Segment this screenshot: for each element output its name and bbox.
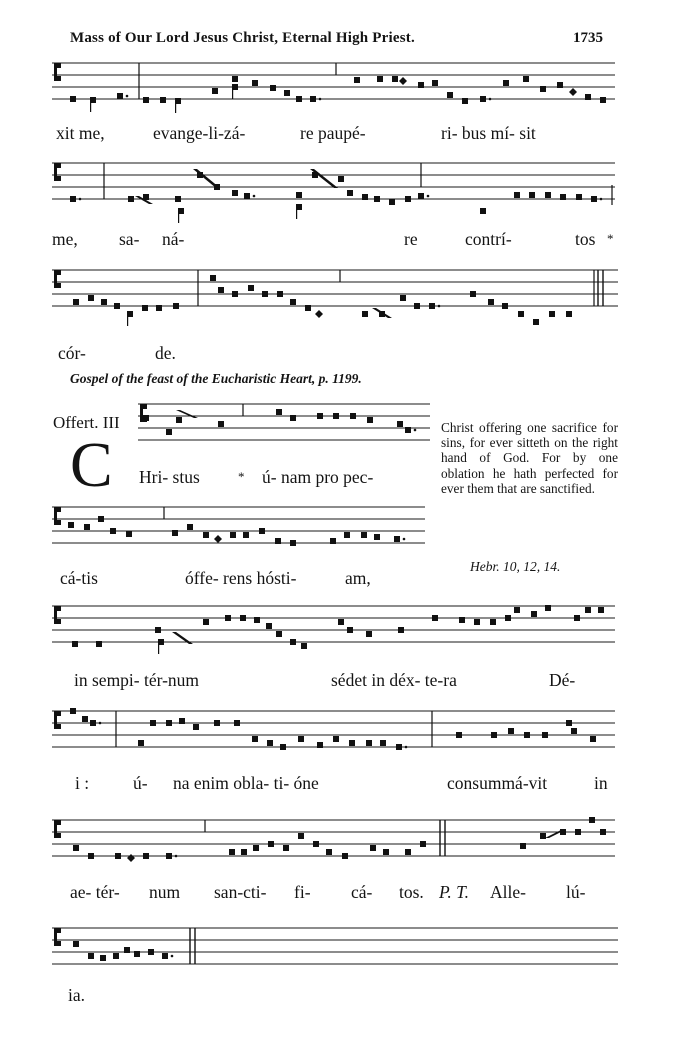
lyric: num <box>149 882 181 902</box>
lyric: am, <box>345 568 371 588</box>
neume-punctum <box>310 96 316 102</box>
neume-punctum <box>88 853 94 859</box>
neume-punctum <box>290 540 296 546</box>
lyric: na enim obla- ti- óne <box>173 773 319 793</box>
neume-punctum <box>290 639 296 645</box>
c-clef-icon <box>54 928 61 946</box>
neume-punctum <box>514 607 520 613</box>
neume-punctum <box>115 853 121 859</box>
neume-punctum <box>110 528 116 534</box>
neume-punctum <box>447 92 453 98</box>
neume-punctum <box>379 311 385 317</box>
page-header-title: Mass of Our Lord Jesus Christ, Eternal High Priest. <box>70 30 415 46</box>
staff-1 <box>0 55 675 125</box>
neume-punctum <box>397 421 403 427</box>
c-clef-icon <box>54 711 61 729</box>
staff-5 <box>0 499 675 569</box>
neume-punctum <box>160 97 166 103</box>
neume-punctum <box>218 287 224 293</box>
neume-punctum <box>560 194 566 200</box>
neume-punctum <box>166 429 172 435</box>
staff-3 <box>0 262 675 332</box>
neume-punctum <box>491 732 497 738</box>
neume-punctum <box>296 192 302 198</box>
neume-punctum <box>138 740 144 746</box>
lyric: ná- <box>162 229 185 249</box>
neume-punctum <box>290 415 296 421</box>
neume-punctum <box>405 196 411 202</box>
neume-punctum <box>214 184 220 190</box>
neume-punctum <box>70 96 76 102</box>
neume-punctum <box>230 532 236 538</box>
neume-punctum <box>514 192 520 198</box>
neume-punctum <box>203 532 209 538</box>
lyric: re <box>404 229 418 249</box>
neume-punctum <box>480 208 486 214</box>
neume-punctum <box>143 194 149 200</box>
neume-punctum <box>73 845 79 851</box>
neume-punctum <box>143 853 149 859</box>
neume-stem <box>158 642 159 654</box>
neume-punctum <box>162 953 168 959</box>
neume-stem <box>90 100 91 112</box>
neume-punctum <box>284 90 290 96</box>
neume-punctum <box>73 299 79 305</box>
neume-punctum <box>296 96 302 102</box>
neume-stem <box>232 87 233 99</box>
mora-dot <box>438 305 441 308</box>
neume-punctum <box>166 720 172 726</box>
neume-stem <box>175 101 176 113</box>
neume-punctum <box>590 736 596 742</box>
neume-punctum <box>432 615 438 621</box>
neume-punctum <box>396 744 402 750</box>
neume-punctum <box>128 196 134 202</box>
neume-rhombus <box>214 535 222 543</box>
lyric: Hri- stus <box>139 467 200 487</box>
lyric: consummá-vit <box>447 773 548 793</box>
mora-dot <box>79 198 82 201</box>
neume-porrectus <box>310 169 338 188</box>
neume-punctum <box>229 849 235 855</box>
neume-punctum <box>392 76 398 82</box>
neume-punctum <box>218 421 224 427</box>
lyric: Alle- <box>490 882 526 902</box>
neume-punctum <box>240 615 246 621</box>
neume-punctum <box>197 172 203 178</box>
neume-punctum <box>518 311 524 317</box>
c-clef-icon <box>54 63 61 81</box>
lyric: sédet in déx- te-ra <box>331 670 457 690</box>
neume-punctum <box>533 319 539 325</box>
lyric-paschal-time: P. T. <box>439 882 469 902</box>
neume-punctum <box>398 627 404 633</box>
lyric: re paupé- <box>300 123 366 143</box>
lyric: me, <box>52 229 78 249</box>
neume-punctum <box>241 849 247 855</box>
neume-stem <box>296 207 297 219</box>
neume-punctum <box>362 311 368 317</box>
lyric: cór- <box>58 343 86 363</box>
neume-punctum <box>248 285 254 291</box>
neume-punctum <box>591 196 597 202</box>
neume-punctum <box>374 196 380 202</box>
neume-punctum <box>333 736 339 742</box>
mora-dot <box>600 198 603 201</box>
neume-punctum <box>377 76 383 82</box>
lyric: cá-tis <box>60 568 98 588</box>
lyric: ri- bus mí- sit <box>441 123 536 143</box>
neume-punctum <box>280 744 286 750</box>
neume-rhombus <box>399 77 407 85</box>
neume-punctum <box>298 833 304 839</box>
neume-punctum <box>277 291 283 297</box>
neume-punctum <box>523 76 529 82</box>
staff-7 <box>0 703 675 773</box>
neume-punctum <box>155 627 161 633</box>
neume-punctum <box>589 817 595 823</box>
neume-punctum <box>298 736 304 742</box>
neume-punctum <box>367 417 373 423</box>
neume-punctum <box>232 190 238 196</box>
staff-6 <box>0 598 675 668</box>
lyric: sa- <box>119 229 140 249</box>
neume-punctum <box>276 631 282 637</box>
neume-punctum <box>418 193 424 199</box>
lyric: in sempi- tér-num <box>74 670 200 690</box>
neume-punctum <box>150 720 156 726</box>
neume-punctum <box>389 199 395 205</box>
neume-punctum <box>68 522 74 528</box>
neume-punctum <box>173 303 179 309</box>
neume-punctum <box>344 532 350 538</box>
initial-letter: C <box>70 429 113 500</box>
neume-punctum <box>505 615 511 621</box>
lyric: tos. <box>399 882 424 902</box>
mora-dot <box>405 746 408 749</box>
citation: Hebr. 10, 12, 14. <box>470 559 561 574</box>
neume-punctum <box>73 941 79 947</box>
neume-punctum <box>124 947 130 953</box>
neume-punctum <box>172 530 178 536</box>
neume-punctum <box>462 98 468 104</box>
neume-punctum <box>330 538 336 544</box>
neume-punctum <box>480 96 486 102</box>
neume-punctum <box>268 841 274 847</box>
neume-punctum <box>243 532 249 538</box>
asterisk: * <box>238 469 245 484</box>
neume-punctum <box>574 615 580 621</box>
neume-punctum <box>142 305 148 311</box>
lyric: i : <box>75 773 90 793</box>
lyric: cá- <box>351 882 373 902</box>
neume-rhombus <box>569 88 577 96</box>
mora-dot <box>414 429 417 432</box>
neume-punctum <box>540 86 546 92</box>
neume-punctum <box>253 845 259 851</box>
neume-stem <box>127 314 128 326</box>
lyric: in <box>594 773 608 793</box>
neume-punctum <box>347 627 353 633</box>
c-clef-icon <box>54 163 61 181</box>
neume-punctum <box>148 949 154 955</box>
neume-punctum <box>244 193 250 199</box>
neume-punctum <box>113 953 119 959</box>
c-clef-icon <box>54 606 61 624</box>
neume-punctum <box>143 97 149 103</box>
neume-punctum <box>134 951 140 957</box>
neume-punctum <box>600 829 606 835</box>
neume-punctum <box>276 409 282 415</box>
neume-punctum <box>571 728 577 734</box>
neume-punctum <box>270 85 276 91</box>
mora-dot <box>171 955 174 958</box>
lyric: ú- <box>133 773 148 793</box>
neume-punctum <box>212 88 218 94</box>
neume-punctum <box>503 80 509 86</box>
neume-rhombus <box>127 854 135 862</box>
neume-punctum <box>114 303 120 309</box>
neume-punctum <box>566 720 572 726</box>
lyric: Dé- <box>549 670 576 690</box>
neume-punctum <box>283 845 289 851</box>
neume-punctum <box>100 955 106 961</box>
lyric: xit me, <box>56 123 105 143</box>
neume-punctum <box>488 299 494 305</box>
neume-punctum <box>557 82 563 88</box>
neume-punctum <box>429 303 435 309</box>
neume-punctum <box>349 740 355 746</box>
mora-dot <box>253 195 256 198</box>
neume-punctum <box>370 845 376 851</box>
neume-punctum <box>366 631 372 637</box>
lyric: san-cti- <box>214 882 267 902</box>
neume-punctum <box>361 532 367 538</box>
neume-punctum <box>262 291 268 297</box>
neume-punctum <box>380 740 386 746</box>
mora-dot <box>489 98 492 101</box>
neume-punctum <box>326 849 332 855</box>
neume-punctum <box>549 311 555 317</box>
mora-dot <box>319 98 322 101</box>
mora-dot <box>427 195 430 198</box>
neume-punctum <box>176 417 182 423</box>
neume-punctum <box>333 413 339 419</box>
neume-punctum <box>317 742 323 748</box>
neume-punctum <box>126 531 132 537</box>
neume-punctum <box>313 841 319 847</box>
neume-punctum <box>96 641 102 647</box>
neume-punctum <box>456 732 462 738</box>
neume-punctum <box>312 172 318 178</box>
neume-punctum <box>275 538 281 544</box>
neume-punctum <box>520 843 526 849</box>
c-clef-icon <box>54 270 61 288</box>
neume-punctum <box>420 841 426 847</box>
c-clef-icon <box>54 507 61 525</box>
neume-punctum <box>166 853 172 859</box>
neume-punctum <box>585 607 591 613</box>
lyric: ia. <box>68 985 86 1005</box>
neume-punctum <box>354 77 360 83</box>
neume-punctum <box>187 524 193 530</box>
neume-punctum <box>290 299 296 305</box>
neume-punctum <box>432 80 438 86</box>
neume-rhombus <box>315 310 323 318</box>
neume-punctum <box>366 740 372 746</box>
neume-punctum <box>88 295 94 301</box>
neume-punctum <box>414 303 420 309</box>
neume-punctum <box>542 732 548 738</box>
neume-punctum <box>214 720 220 726</box>
neume-punctum <box>317 413 323 419</box>
neume-punctum <box>232 76 238 82</box>
asterisk: * <box>607 231 614 246</box>
neume-punctum <box>502 303 508 309</box>
neume-punctum <box>266 623 272 629</box>
neume-punctum <box>225 615 231 621</box>
neume-punctum <box>203 619 209 625</box>
neume-punctum <box>156 305 162 311</box>
neume-punctum <box>405 427 411 433</box>
neume-punctum <box>305 305 311 311</box>
c-clef-icon <box>54 820 61 838</box>
neume-punctum <box>338 619 344 625</box>
neume-punctum <box>394 536 400 542</box>
rubric: Gospel of the feast of the Eucharistic Heart, p. 1199. <box>70 371 362 386</box>
neume-punctum <box>374 534 380 540</box>
neume-punctum <box>350 413 356 419</box>
lyric: ú- nam pro pec- <box>262 467 374 487</box>
neume-punctum <box>400 295 406 301</box>
neume-punctum <box>117 93 123 99</box>
offertory-label: Offert. III <box>53 413 120 432</box>
neume-punctum <box>252 736 258 742</box>
neume-punctum <box>342 853 348 859</box>
neume-punctum <box>82 716 88 722</box>
page-number: 1735 <box>573 30 603 46</box>
lyric: fi- <box>294 882 311 902</box>
staff-8 <box>0 812 675 882</box>
neume-punctum <box>347 190 353 196</box>
neume-punctum <box>524 732 530 738</box>
lyric: tos <box>575 229 596 249</box>
lyric: ae- tér- <box>70 882 120 902</box>
neume-punctum <box>232 291 238 297</box>
neume-punctum <box>575 829 581 835</box>
neume-punctum <box>545 192 551 198</box>
neume-punctum <box>405 849 411 855</box>
neume-punctum <box>70 196 76 202</box>
neume-punctum <box>474 619 480 625</box>
neume-punctum <box>175 196 181 202</box>
neume-punctum <box>508 728 514 734</box>
neume-stem <box>178 211 179 223</box>
neume-punctum <box>88 953 94 959</box>
neume-punctum <box>254 617 260 623</box>
neume-punctum <box>234 720 240 726</box>
neume-punctum <box>383 849 389 855</box>
neume-punctum <box>585 94 591 100</box>
neume-punctum <box>459 617 465 623</box>
neume-punctum <box>545 605 551 611</box>
neume-punctum <box>101 299 107 305</box>
neume-punctum <box>90 720 96 726</box>
neume-punctum <box>98 516 104 522</box>
neume-punctum <box>540 833 546 839</box>
neume-punctum <box>193 724 199 730</box>
lyric: de. <box>155 343 176 363</box>
neume-punctum <box>490 619 496 625</box>
lyric: evange-li-zá- <box>153 123 246 143</box>
neume-punctum <box>72 641 78 647</box>
neume-punctum <box>362 194 368 200</box>
staff-9 <box>0 920 675 990</box>
neume-punctum <box>600 97 606 103</box>
mora-dot <box>126 95 129 98</box>
mora-dot <box>175 855 178 858</box>
neume-punctum <box>70 708 76 714</box>
neume-punctum <box>259 528 265 534</box>
lyric: lú- <box>566 882 586 902</box>
neume-punctum <box>84 524 90 530</box>
neume-punctum <box>210 275 216 281</box>
neume-punctum <box>179 718 185 724</box>
lyric: óffe- rens hósti- <box>185 568 297 588</box>
neume-punctum <box>267 740 273 746</box>
neume-punctum <box>531 611 537 617</box>
neume-punctum <box>529 192 535 198</box>
neume-punctum <box>338 176 344 182</box>
neume-punctum <box>576 194 582 200</box>
neume-porrectus <box>176 410 198 418</box>
neume-punctum <box>301 643 307 649</box>
neume-punctum <box>598 607 604 613</box>
neume-punctum <box>566 311 572 317</box>
neume-punctum <box>143 415 149 421</box>
mora-dot <box>99 722 102 725</box>
lyric: contrí- <box>465 229 512 249</box>
mora-dot <box>403 538 406 541</box>
neume-punctum <box>418 82 424 88</box>
neume-punctum <box>560 829 566 835</box>
neume-punctum <box>470 291 476 297</box>
staff-2 <box>0 155 675 225</box>
neume-punctum <box>252 80 258 86</box>
translation: Christ offering one sacrifice for sins, for ever sitteth on the right hand of God. For by one oblation he hath perfected for ever them that are sanctified. <box>441 420 618 496</box>
